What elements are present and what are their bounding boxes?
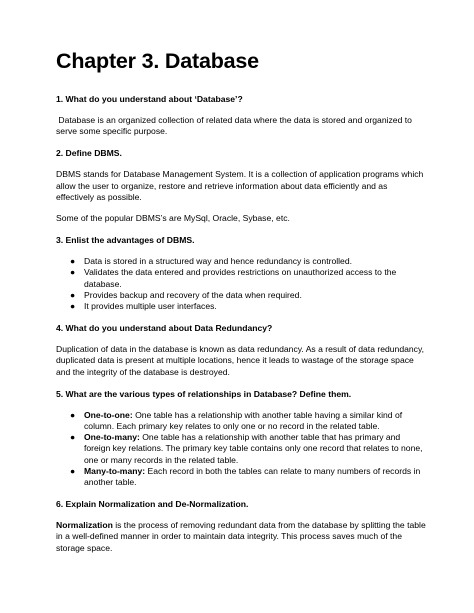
relationships-list <box>56 410 426 488</box>
question-3: 3. Enlist the advantages of DBMS. <box>56 235 195 246</box>
document-page <box>56 49 429 554</box>
bullet-icon: ● <box>70 432 76 443</box>
bullet-icon: ● <box>70 301 76 312</box>
question-5: 5. What are the various types of relationships in Database? Define them. <box>56 388 352 399</box>
answer-2-paragraph-1: DBMS stands for Database Management System. It is a collection of application programs which allow the user to organize, restore and retrieve information about data efficiently and as effectively as possible. <box>56 169 424 202</box>
question-6: 6. Explain Normalization and De-Normalization. <box>56 499 249 510</box>
advantages-list <box>56 256 426 312</box>
term: One-to-one: <box>84 409 133 420</box>
question-2: 2. Define DBMS. <box>56 148 122 159</box>
list-item: ● It provides multiple user interfaces. <box>70 301 217 312</box>
term: Normalization <box>56 520 113 531</box>
list-item: ● Provides backup and recovery of the data when required. <box>70 289 302 300</box>
answer-1: Database is an organized collection of related data where the data is stored and organized to serve some specific purpose. <box>56 115 415 137</box>
bullet-icon: ● <box>70 409 76 420</box>
list-item: ● One-to-many: One table has a relationship with another table that has primary and foreign key relations. The primary key table contains only one record that relates to none, one or many records in the related table. <box>70 432 425 465</box>
bullet-icon: ● <box>70 256 76 267</box>
answer-2-paragraph-2: Some of the popular DBMS’s are MySql, Oracle, Sybase, etc. <box>56 213 290 224</box>
bullet-icon: ● <box>70 289 76 300</box>
question-4: 4. What do you understand about Data Redundancy? <box>56 323 273 334</box>
bullet-icon: ● <box>70 465 76 476</box>
answer-6: Normalization is the process of removing redundant data from the database by splitting the table in a well-defined manner in order to maintain data integrity. This process saves much of the storage space. <box>56 520 429 553</box>
bullet-icon: ● <box>70 267 76 278</box>
answer-4: Duplication of data in the database is known as data redundancy. As a result of data redundancy, duplicated data is present at multiple locations, hence it leads to wastage of the storage space and the integrity of the database is destroyed. <box>56 344 425 377</box>
list-item: ● One-to-one: One table has a relationship with another table having a similar kind of column. Each primary key relates to only one or no record in the related table. <box>70 409 405 432</box>
list-item: ● Data is stored in a structured way and hence redundancy is controlled. <box>70 256 352 267</box>
chapter-title: Chapter 3. Database <box>56 49 259 73</box>
list-item: ● Many-to-many: Each record in both the tables can relate to many numbers of records in another table. <box>70 465 423 488</box>
list-item: ● Validates the data entered and provides restrictions on unauthorized access to the database. <box>70 267 397 289</box>
term: Many-to-many: <box>84 465 146 476</box>
question-1: 1. What do you understand about ‘Database’? <box>56 94 243 104</box>
term: One-to-many: <box>84 432 140 443</box>
